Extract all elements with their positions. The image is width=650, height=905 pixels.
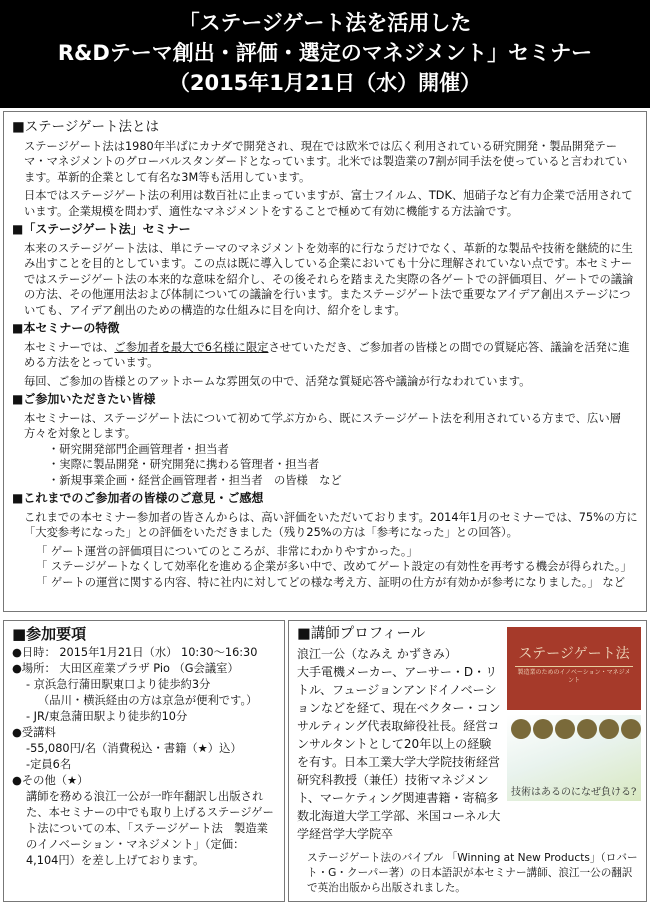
paragraph xyxy=(12,340,638,371)
underlined-text: ご参加者を最大で6名様に限定 xyxy=(114,340,269,354)
book-images xyxy=(507,627,641,843)
paragraph: 日本ではステージゲート法の利用は数百社に止まっていますが、富士フイルム、TDK、旭硝子など有力企業で活用されています。企業規模を問わず、適性なマネジメントをすることで極めて有効に機能する方法論です。 xyxy=(24,189,633,218)
quote: 「 ゲートの運営に関する内容、特に社内に対してどの様な考え方、証明の仕方が有効かが参考になりました。」 など xyxy=(36,575,625,589)
detail-date: ●日時： 2015年1月21日（水） 10:30～16:30 xyxy=(12,646,258,659)
section-heading: ■「ステージゲート法」セミナー xyxy=(12,222,191,236)
paragraph: ステージゲート法は1980年半ばにカナダで開発され、現在では欧米では広く利用されている研究開発・製品開発テーマ・マネジメントのグローバルスタンダードとなっています。北米では製造業の7割が同手法を使っていると言われています。革新的企業として有名な3M等も活用しています。 xyxy=(24,139,628,184)
text: 本セミナーでは、 xyxy=(24,340,115,354)
quote: 「 ステージゲートなくして効率化を進める企業が多い中で、改めてゲート設定の有効性を再考する機会が得られた。」 xyxy=(36,560,632,573)
book-tagline: 技術はあるのになぜ負ける? xyxy=(511,787,637,798)
detail-other-label: ●その他（★） xyxy=(12,774,89,787)
circle-icon xyxy=(599,719,619,739)
section-heading: ■ご参加いただきたい皆様 xyxy=(12,392,156,406)
detail-access: - 京浜急行蒲田駅東口より徒歩約3分 xyxy=(26,678,211,691)
book-cover-image xyxy=(507,627,641,710)
profile-top xyxy=(297,645,640,843)
detail-place: ●場所： 大田区産業プラザ Pio （G会議室） xyxy=(12,662,239,675)
text: させていただき、ご参加者の皆様との間での質疑応答、議論を活発に進める方法をとっています。 xyxy=(24,340,630,369)
main-content xyxy=(3,111,647,612)
book-note: ステージゲート法のバイブル 「Winning at New Products」（ロバート・G・クーパー著）の日本語訳が本セミナー講師、浪江一公の翻訳で英治出版から出版されました。 xyxy=(307,852,638,894)
quote: 「 ゲート運営の評価項目についてのところが、非常にわかりやすかった。」 xyxy=(36,544,418,558)
book-obi-image xyxy=(507,715,641,801)
lecturer-bio: 大手電機メーカー、アーサー・D・リトル、フュージョンアンドイノベーションなどを経て、現在ベクター・コンサルティング代表取締役社長。経営コンサルタントとして20年以上の経験を有す。日本工業大学大学院技術経営研究科教授（兼任）技術マネジメント、マーケティング関連書籍・寄稿多数北海道大学工学部、米国コーネル大学経営学大学院卒 xyxy=(297,665,501,841)
details-box xyxy=(3,620,285,902)
circle-icon xyxy=(621,719,641,739)
circle-icon xyxy=(511,719,531,739)
title-line-2: R&Dテーマ創出・評価・選定のマネジメント」セミナー xyxy=(57,41,593,65)
details-heading: ■参加要項 xyxy=(12,625,87,643)
section-heading: ■ステージゲート法とは xyxy=(12,119,159,135)
paragraph: 本セミナーは、ステージゲート法について初めて学ぶ方から、既にステージゲート法を利用されている方まで、広い層方々を対象とします。 xyxy=(24,411,621,440)
detail-other: 講師を務める浪江一公が一昨年翻訳し出版された、本セミナーの中でも取り上げるステージゲート法についての本、「ステージゲート法 製造業のイノベーション・マネジメント」（定価：4,104円）を差し上げております。 xyxy=(26,790,274,867)
paragraph: 本来のステージゲート法は、単にテーマのマネジメントを効率的に行なうだけでなく、革新的な製品や技術を継続的に生み出すことを目的としています。この点は既に導入している企業においても十分に理解されていない点です。本セミナーではステージゲート法の本来的な意味を紹介し、その後それらを踏まえた実際の各ゲートでの評価項目、ゲートでの議論の方法、その他運用法および体制についての議論を行います。またステージゲート法で重要なアイデア創出ステージについても、アイデア創出のための構造的な仕組みに目を向け、紹介をします。 xyxy=(24,241,634,317)
book-subtitle: 製造業のためのイノベーション・マネジメント xyxy=(515,666,633,685)
title-line-3: （2015年1月21日（水）開催） xyxy=(168,71,482,95)
detail-access-note: （品川・横浜経由の方は京急が便利です。） xyxy=(38,694,258,707)
title-line-1: 「ステージゲート法を活用した xyxy=(178,11,472,35)
detail-capacity: -定員6名 xyxy=(26,758,72,771)
section-heading: ■これまでのご参加者の皆様のご意見・ご感想 xyxy=(12,491,264,505)
profile-bio-block xyxy=(297,645,503,843)
paragraph: 毎回、ご参加の皆様とのアットホームな雰囲気の中で、活発な質疑応答や議論が行なわれています。 xyxy=(24,374,531,388)
lecturer-name: 浪江一公（なみえ かずきみ） xyxy=(297,647,457,661)
circle-icon xyxy=(533,719,553,739)
circle-icon xyxy=(577,719,597,739)
detail-fee-label: ●受講料 xyxy=(12,726,56,739)
profile-box xyxy=(288,620,647,902)
list-item: ・新規事業企画・経営企画管理者・担当者 の皆様 など xyxy=(48,473,342,487)
list-item: ・研究開発部門企画管理者・担当者 xyxy=(48,442,229,456)
detail-access: - JR/東急蒲田駅より徒歩約10分 xyxy=(26,710,188,723)
paragraph: これまでの本セミナー参加者の皆さんからは、高い評価をいただいております。2014年1月のセミナーでは、75%の方に「大変参考になった」との評価をいただきました（残り25%の方は「参考になった」との回答）。 xyxy=(24,510,638,539)
book-title: ステージゲート法 xyxy=(518,646,630,662)
list-item: ・実際に製品開発・研究開発に携わる管理者・担当者 xyxy=(48,458,320,471)
page-header xyxy=(0,0,650,108)
circle-icon xyxy=(555,719,575,739)
detail-fee: -55,080円/名（消費税込・書籍（★）込） xyxy=(26,742,242,755)
profile-heading: ■講師プロフィール xyxy=(297,626,426,642)
section-heading: ■本セミナーの特徴 xyxy=(12,321,120,335)
bottom-row xyxy=(3,620,647,902)
